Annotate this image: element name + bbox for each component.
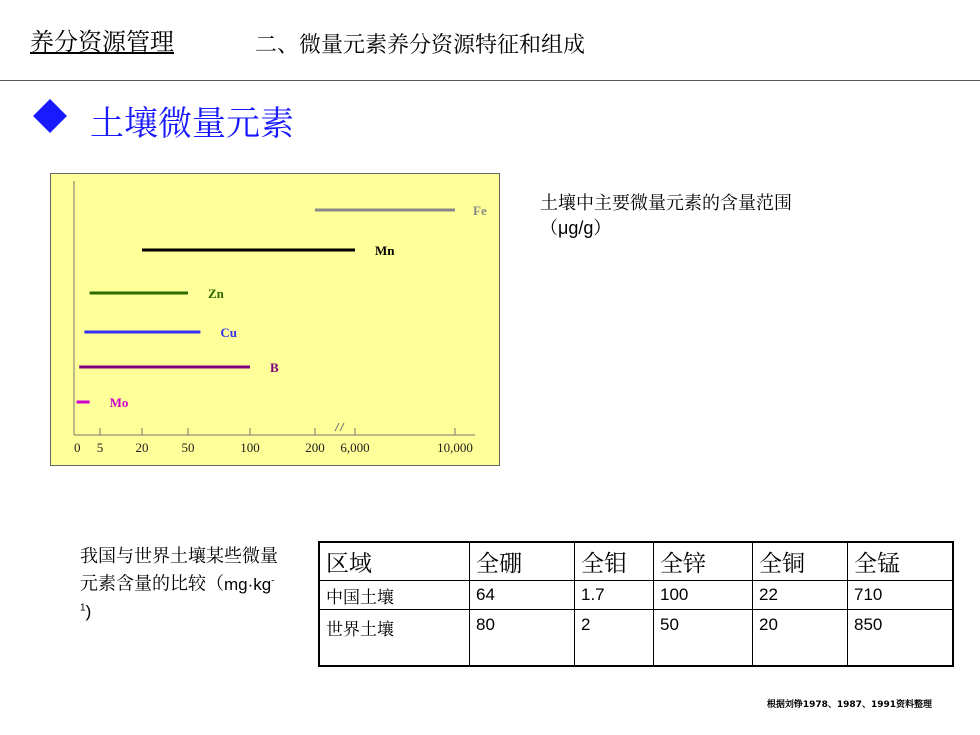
table-row <box>319 610 953 667</box>
diamond-bullet-icon <box>33 99 67 133</box>
x-tick-label: 6,000 <box>340 440 370 455</box>
series-label-mn: Mn <box>375 243 395 258</box>
chart-background <box>51 174 500 466</box>
description-unit: μg/g <box>558 218 594 238</box>
series-label-cu: Cu <box>220 325 238 340</box>
section-title: 土壤微量元素 <box>90 104 294 144</box>
table-cell: 64 <box>470 581 575 610</box>
comparison-unit-main: mg·kg <box>224 574 272 594</box>
table-cell: 850 <box>848 610 954 667</box>
table-cell: 100 <box>654 581 753 610</box>
table-header-row <box>319 542 953 581</box>
series-label-fe: Fe <box>473 203 487 218</box>
comparison-table <box>318 541 954 667</box>
table-row <box>319 581 953 610</box>
series-label-mo: Mo <box>109 395 129 410</box>
table-cell: 80 <box>470 610 575 667</box>
x-tick-label: 20 <box>135 440 149 455</box>
x-tick-label: 50 <box>181 440 195 455</box>
table-header: 全锌 <box>654 542 753 581</box>
comparison-unit-sup: -1 <box>80 575 275 614</box>
description-text: 土壤中主要微量元素的含量范围（ <box>540 193 792 239</box>
x-tick-label: 200 <box>305 440 325 455</box>
comparison-caption-text: 我国与世界土壤某些微量元素含量的比较（ <box>80 546 278 595</box>
x-tick-label: 5 <box>96 440 104 455</box>
header-divider <box>0 80 980 81</box>
chapter-title: 二、微量元素养分资源特征和组成 <box>255 33 586 58</box>
source-note: 根据刘铮1978、1987、1991资料整理 <box>766 700 932 710</box>
comparison-unit-close: ) <box>85 602 92 622</box>
x-tick-label: 10,000 <box>437 440 473 455</box>
table-header: 全钼 <box>575 542 654 581</box>
table-header: 全锰 <box>848 542 954 581</box>
chart-description <box>540 192 840 241</box>
series-label-b: B <box>270 360 279 375</box>
series-label-zn: Zn <box>208 286 224 301</box>
table-cell: 710 <box>848 581 954 610</box>
table-cell: 中国土壤 <box>319 581 470 610</box>
table-cell: 20 <box>753 610 848 667</box>
course-title: 养分资源管理 <box>30 28 174 56</box>
table-header: 全硼 <box>470 542 575 581</box>
table-header: 全铜 <box>753 542 848 581</box>
table-cell: 22 <box>753 581 848 610</box>
table-cell: 50 <box>654 610 753 667</box>
table-cell: 1.7 <box>575 581 654 610</box>
table-cell: 世界土壤 <box>319 610 470 667</box>
range-chart <box>50 173 500 466</box>
x-tick-label: 0 <box>74 440 81 455</box>
description-close: ） <box>593 218 612 239</box>
table-header: 区域 <box>319 542 470 581</box>
comparison-caption <box>80 545 280 624</box>
table-cell: 2 <box>575 610 654 667</box>
x-tick-label: 100 <box>240 440 260 455</box>
